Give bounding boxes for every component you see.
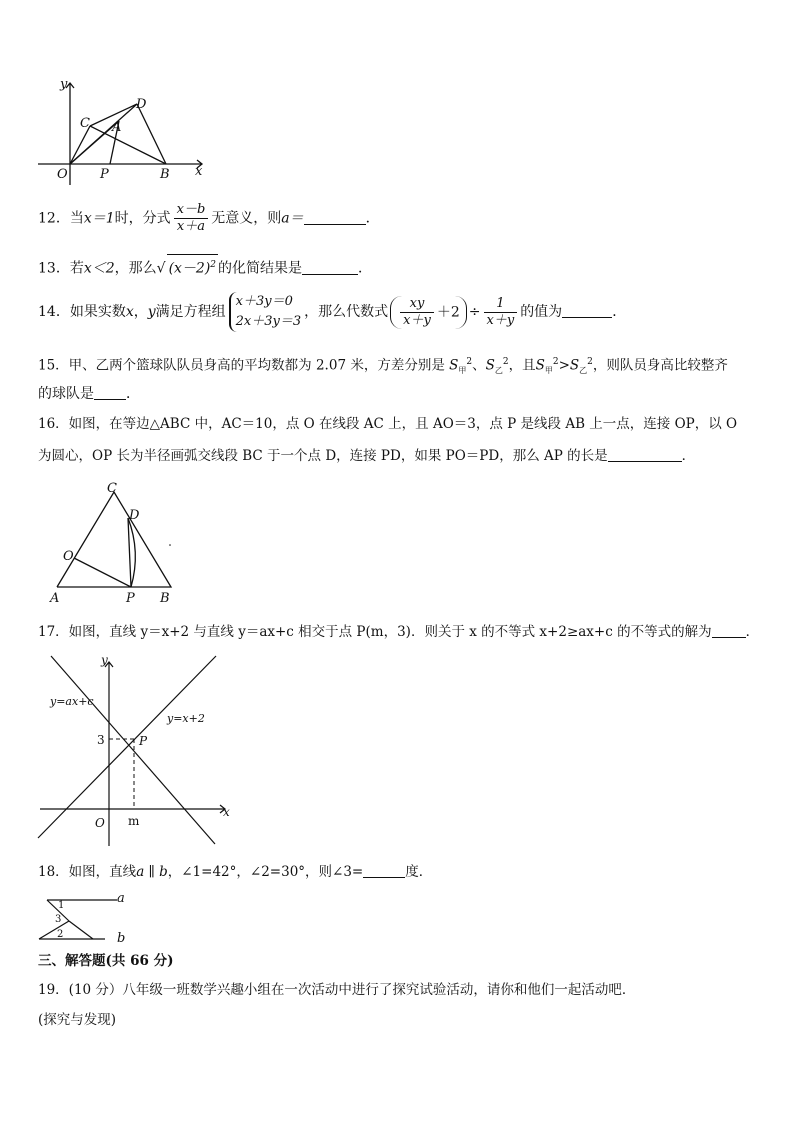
radical-expression: $(x-2)^2$: [167, 254, 218, 279]
equation-system: x＋3y＝0 2x＋3y＝3: [229, 292, 302, 332]
answer-blank: [304, 210, 366, 225]
origin-label: O: [95, 816, 105, 830]
line-a-label: a: [117, 891, 125, 906]
explore-heading: (探究与发现): [38, 1012, 117, 1028]
line-label-x-plus-2: y=x+2: [167, 712, 205, 725]
answer-blank: [363, 863, 405, 878]
question-13: 13．若x＜2，那么√ $(x-2)^2$ 的化简结果是 ．: [38, 254, 372, 279]
question-14: 14．如果实数x，y满足方程组 x＋3y＝0 2x＋3y＝3 ，那么代数式 $\frac{xy}{x+y}$ ＋2 ÷ $\frac{1}{x+y}$ 的值为 ．: [38, 292, 626, 332]
answer-blank: [712, 623, 746, 638]
angle-1-label: 1: [58, 900, 65, 911]
two-lines-graph: [35, 650, 245, 850]
coordinate-figure: [30, 75, 210, 195]
question-19: 19．(10 分）八年级一班数学兴趣小组在一次活动中进行了探究试验活动，请你和他们一起活动吧．: [38, 982, 636, 998]
point-a-label: A: [112, 120, 122, 135]
section-heading: 三、解答题(共 66 分): [38, 953, 174, 969]
x-axis-label: x: [195, 164, 203, 179]
vertex-a-label: A: [50, 591, 60, 606]
y-axis-label: y: [101, 653, 108, 667]
point-b-label: B: [160, 167, 170, 182]
point-d-label: D: [136, 97, 147, 112]
question-16-line-1: 16．如图，在等边△ABC 中，AC＝10，点 O 在线段 AC 上，且 AO＝3，点 P 是线段 AB 上一点，连接 OP，以 O: [38, 416, 738, 432]
point-p-label: P: [126, 591, 135, 606]
question-15-line-2: 的球队是 ．: [38, 386, 140, 402]
question-12: 12．当x＝1时，分式 $\frac{x-b}{x+a}$ 无意义，则a＝ ．: [38, 202, 380, 234]
answer-blank: [302, 260, 358, 275]
point-d-label: D: [129, 508, 140, 523]
triangle-figure: [45, 478, 185, 606]
origin-label: O: [57, 167, 68, 182]
answer-blank: [94, 385, 126, 400]
answer-blank: [562, 303, 612, 318]
point-c-label: C: [80, 116, 90, 131]
line-b-label: b: [117, 931, 126, 944]
question-18: 18．如图，直线a ∥ b，∠1=42°，∠2=30°，则∠3= 度．: [38, 864, 433, 880]
paren-expression: $\frac{xy}{x+y}$ ＋2: [390, 296, 467, 329]
angle-3-label: 3: [55, 914, 62, 925]
angle-2-label: 2: [57, 929, 64, 940]
m-label: m: [128, 814, 140, 828]
line-label-ax-c: y=ax+c: [50, 695, 94, 708]
point-p-label: P: [100, 167, 109, 182]
y-axis-label: y: [60, 77, 68, 92]
vertex-c-label: C: [107, 481, 117, 496]
question-15-line-1: 15．甲、乙两个篮球队队员身高的平均数都为 2.07 米，方差分别是 $S_甲^2$、$S_乙^2$，且$S_甲^2>S_乙^2$，则队员身高比较整齐: [38, 357, 728, 376]
y-value-3-label: 3: [97, 733, 105, 747]
x-axis-label: x: [223, 805, 230, 819]
parallel-lines-figure: [35, 888, 135, 944]
answer-blank: [608, 447, 682, 462]
point-o-label: O: [63, 549, 74, 564]
fraction: $\frac{x-b}{x+a}$: [174, 202, 209, 235]
point-p-label: P: [139, 734, 148, 748]
vertex-b-label: B: [160, 591, 170, 606]
question-17: 17．如图，直线 y＝x+2 与直线 y＝ax+c 相交于点 P(m，3)．则关于 x 的不等式 x+2≥ax+c 的不等式的解为 ．: [38, 624, 760, 640]
question-16-line-2: 为圆心，OP 长为半径画弧交线段 BC 于一个点 D，连接 PD，如果 PO＝PD，那么 AP 的长是 ．: [38, 448, 696, 464]
